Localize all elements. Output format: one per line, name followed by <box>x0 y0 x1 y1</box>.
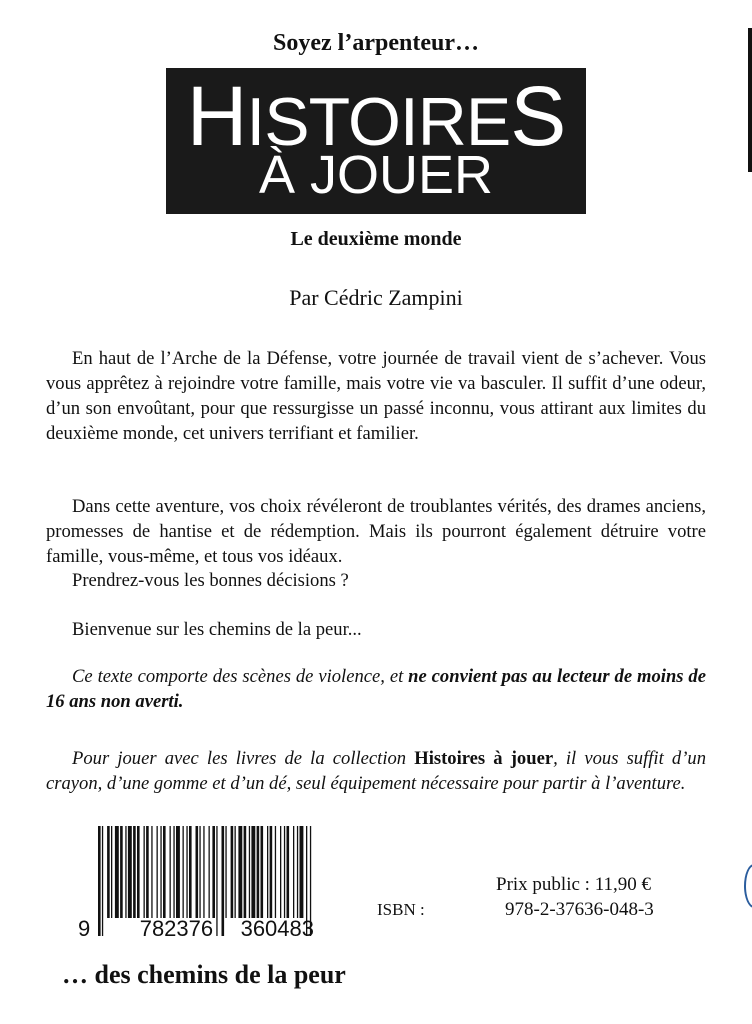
barcode-bar <box>196 826 199 918</box>
barcode-bar <box>209 826 210 918</box>
barcode-bar <box>267 826 268 918</box>
barcode-bar <box>293 826 294 918</box>
logo-rest: ISTOIRE <box>246 84 511 160</box>
barcode-bar <box>115 826 119 918</box>
blurb-paragraph-1: En haut de l’Arche de la Défense, votre journée de travail vient de s’achever. Vous vous apprêtez à rejoindre votre famille, mais votre vie va basculer. Il suffit d’une odeur, d’un son envoûtant, pour que ressurgisse un passé inconnu, vous attirant aux limites du deuxième monde, cet univers terrifiant et familier. <box>46 348 706 444</box>
barcode-bar <box>189 826 192 918</box>
footer-tagline: … des chemins de la peur <box>62 960 346 989</box>
age-warning-bold: ne convient pas au lecteur de moins de 16 ans non averti. <box>46 666 706 712</box>
barcode-bar <box>270 826 273 918</box>
barcode-bar <box>297 826 298 918</box>
barcode-bar <box>231 826 234 918</box>
barcode-bar <box>257 826 260 918</box>
isbn-label: ISBN : <box>377 900 425 919</box>
logo-final: S <box>510 69 566 163</box>
price: Prix public : 11,90 € <box>496 874 651 895</box>
barcode-bar <box>173 826 174 918</box>
barcode-bar <box>275 826 276 918</box>
collection-info-end: , il vous suffit d’un crayon, d’une gomme et d’un dé, seul équipement nécessaire pour partir à l’aventure. <box>46 748 706 794</box>
barcode-bar <box>287 826 290 918</box>
barcode-digit-group-2: 360483 <box>240 916 314 941</box>
collection-info <box>46 746 706 796</box>
barcode-bar <box>137 826 140 918</box>
age-warning <box>46 664 706 714</box>
barcode-bar <box>244 826 247 918</box>
barcode-bar <box>251 826 255 918</box>
barcode-bar <box>125 826 126 918</box>
barcode-bar <box>170 826 171 918</box>
isbn-number: 978-2-37636-048-3 <box>505 899 654 920</box>
barcode-bar <box>133 826 136 918</box>
author-line: Par Cédric Zampini <box>289 285 463 310</box>
barcode-bar <box>225 826 226 918</box>
barcode-bar <box>235 826 236 918</box>
barcode <box>78 826 318 944</box>
collection-info-start: Pour jouer avec les livres de la collection <box>72 748 415 769</box>
barcode-bar <box>203 826 204 918</box>
blurb-paragraph-2: Dans cette aventure, vos choix révéleront de troublantes vérités, des drames anciens, promesses de hantise et de rédemption. Mais ils pourront également détruire votre famille, vous-même, et tous vos idéaux. <box>46 496 706 567</box>
series-logo <box>166 68 586 214</box>
barcode-digit-group-1: 782376 <box>139 916 214 941</box>
adjacent-page-edge <box>748 28 752 172</box>
barcode-bar <box>280 826 281 918</box>
barcode-digits <box>78 916 318 942</box>
barcode-bar <box>111 826 112 918</box>
barcode-bar <box>261 826 264 918</box>
adjacent-page-logo-edge <box>744 864 752 908</box>
barcode-bar <box>238 826 242 918</box>
barcode-bar <box>160 826 161 918</box>
barcode-bar <box>249 826 250 918</box>
logo-line-2: À JOUER <box>258 145 494 205</box>
barcode-bar <box>144 826 145 918</box>
barcode-bar <box>151 826 152 918</box>
logo-initial: H <box>186 69 247 163</box>
book-subtitle: Le deuxième monde <box>290 228 462 250</box>
barcode-bar <box>107 826 110 918</box>
barcode-digit-prefix: 9 <box>78 916 91 941</box>
barcode-bar <box>300 826 304 918</box>
barcode-bar <box>176 826 180 918</box>
barcode-bar <box>199 826 200 918</box>
barcode-bar <box>186 826 187 918</box>
blurb-question: Prendrez-vous les bonnes décisions ? <box>72 570 349 591</box>
barcode-bar <box>157 826 158 918</box>
barcode-bar <box>212 826 215 918</box>
collection-name: Histoires à jouer <box>414 748 554 769</box>
barcode-bar <box>183 826 184 918</box>
barcode-bar <box>163 826 166 918</box>
barcode-bar <box>120 826 123 918</box>
blurb-welcome: Bienvenue sur les chemins de la peur... <box>72 619 362 640</box>
age-warning-text: Ce texte comporte des scènes de violence, et <box>72 666 409 687</box>
tagline: Soyez l’arpenteur… <box>273 30 479 56</box>
barcode-bar <box>146 826 149 918</box>
barcode-bar <box>128 826 132 918</box>
barcode-bar <box>284 826 285 918</box>
